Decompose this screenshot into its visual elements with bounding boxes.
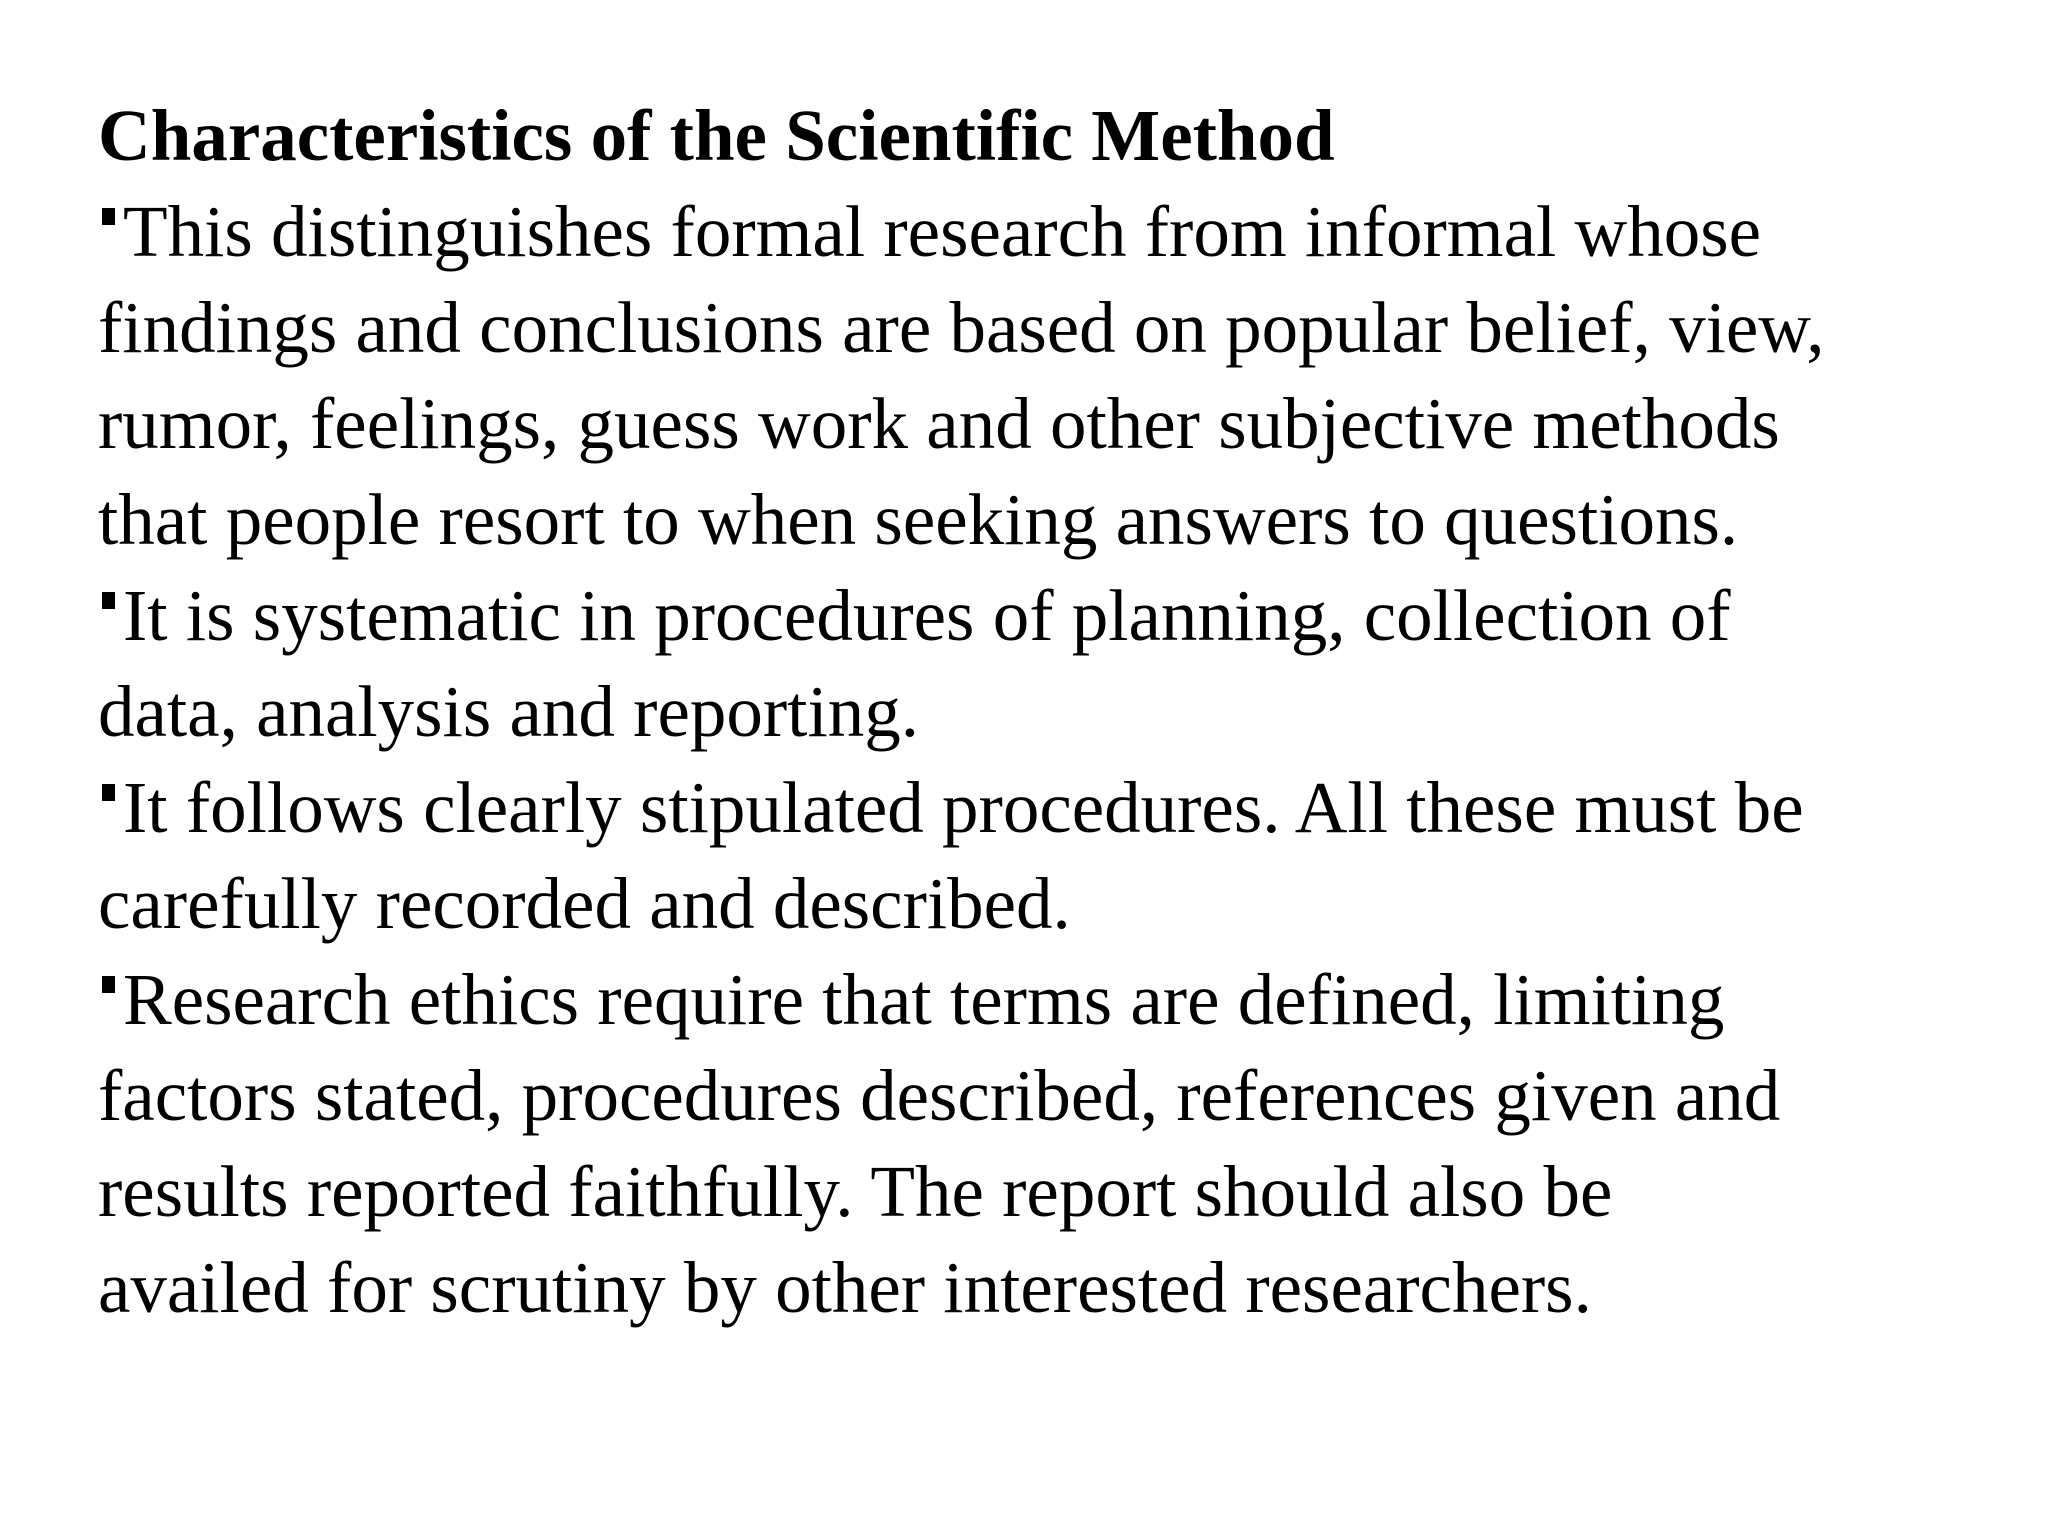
square-bullet-icon: [102, 592, 115, 609]
slide-title: Characteristics of the Scientific Method: [98, 95, 1335, 176]
bullet-line: rumor, feelings, guess work and other subjective methods: [98, 383, 1780, 464]
bullet-line: data, analysis and reporting.: [98, 671, 920, 752]
bullet-text: It is systematic in procedures of planning, collection of: [123, 575, 1731, 656]
bullet-line: carefully recorded and described.: [98, 863, 1071, 944]
bullet-item: [98, 568, 2018, 760]
bullet-line: [98, 184, 2018, 280]
bullet-line: results reported faithfully. The report should also be: [98, 1151, 1613, 1232]
bullet-line: [98, 952, 2018, 1048]
bullet-text: It follows clearly stipulated procedures. All these must be: [123, 767, 1804, 848]
bullet-line: [98, 568, 2018, 664]
bullet-line: that people resort to when seeking answers to questions.: [98, 479, 1739, 560]
bullet-list: [98, 184, 2018, 1336]
bullet-item: [98, 760, 2018, 952]
square-bullet-icon: [102, 784, 115, 801]
square-bullet-icon: [102, 208, 115, 225]
bullet-item: [98, 952, 2018, 1336]
slide-content: [98, 88, 2018, 1336]
bullet-line: availed for scrutiny by other interested researchers.: [98, 1247, 1592, 1328]
bullet-line: findings and conclusions are based on popular belief, view,: [98, 287, 1825, 368]
bullet-text: This distinguishes formal research from informal whose: [123, 191, 1762, 272]
bullet-line: factors stated, procedures described, references given and: [98, 1055, 1781, 1136]
bullet-text: Research ethics require that terms are defined, limiting: [123, 959, 1725, 1040]
bullet-line: [98, 760, 2018, 856]
square-bullet-icon: [102, 976, 115, 993]
bullet-item: [98, 184, 2018, 568]
